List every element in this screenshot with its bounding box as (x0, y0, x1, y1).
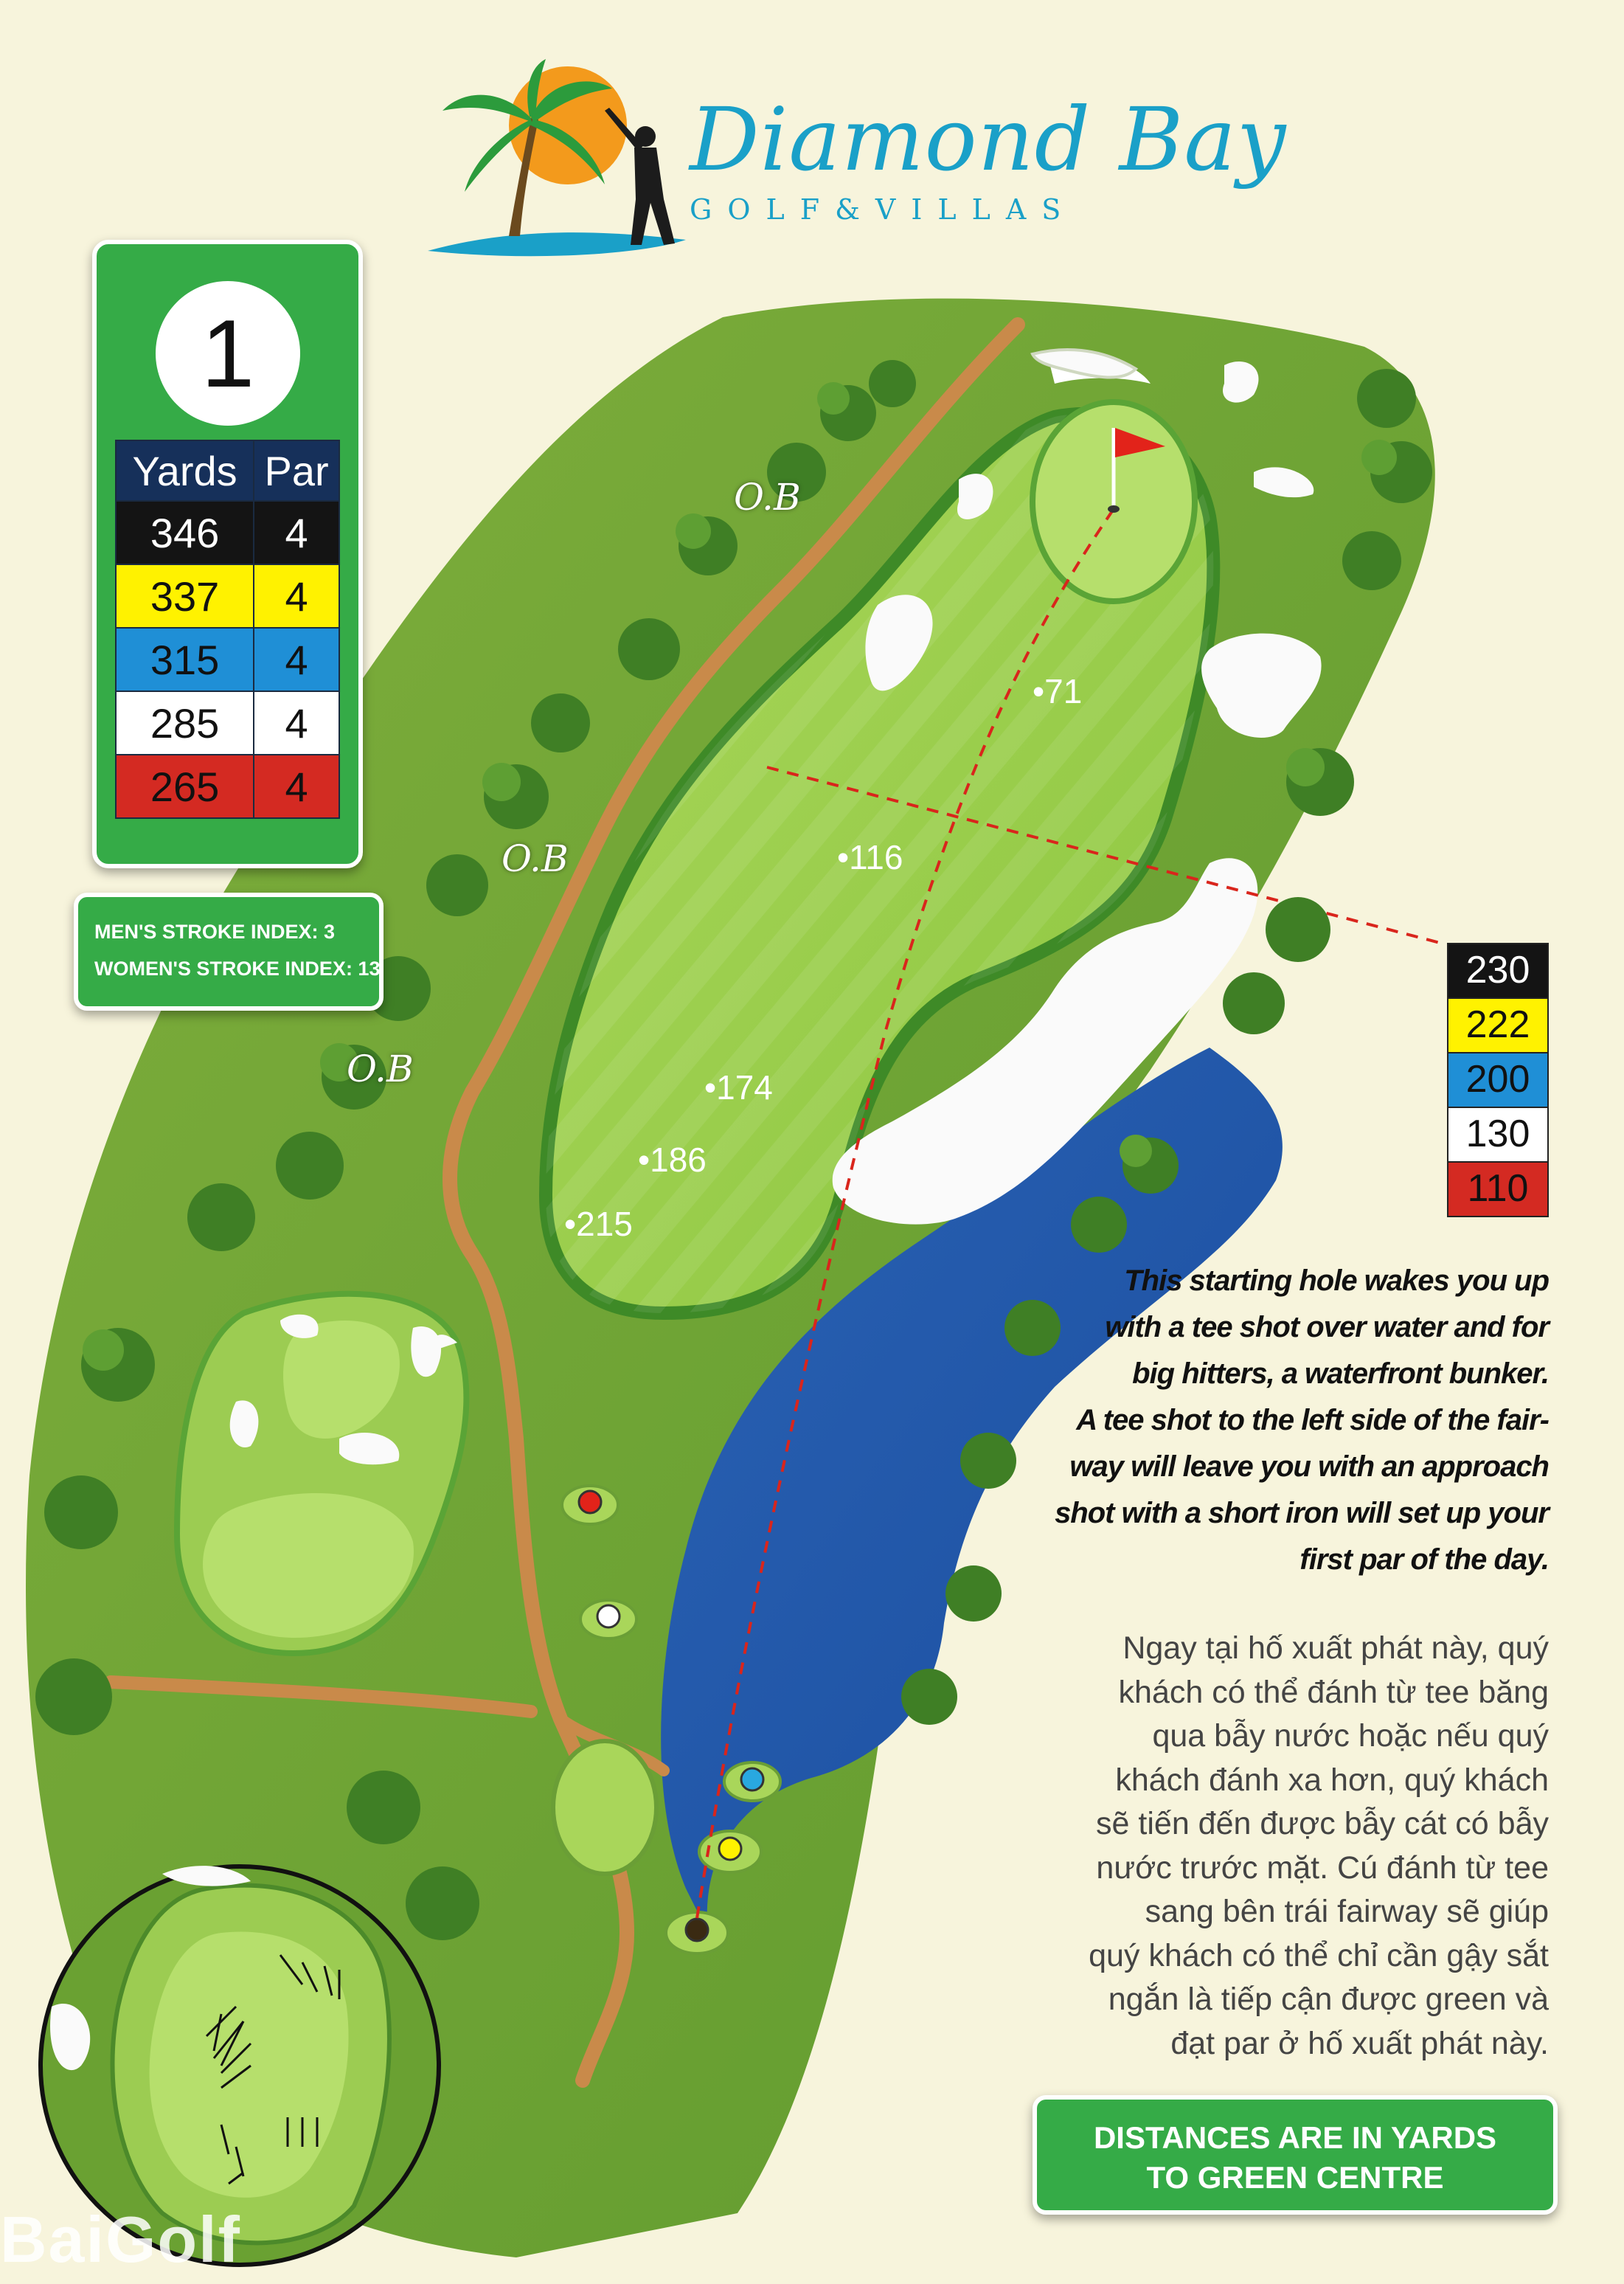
table-row (116, 691, 339, 755)
distance-marker: •215 (564, 1205, 633, 1243)
tee-marker-white (597, 1605, 620, 1627)
par-red: 4 (254, 755, 339, 818)
side-yardage-blue: 200 (1447, 1052, 1549, 1108)
par-black: 4 (254, 501, 339, 564)
yards-white: 285 (116, 691, 254, 755)
tee-marker-yellow (719, 1838, 741, 1860)
side-yardage-black: 230 (1447, 943, 1549, 999)
table-header-yards: Yards (116, 440, 254, 501)
table-row (116, 501, 339, 564)
yards-black: 346 (116, 501, 254, 564)
tee-marker-blue (741, 1768, 763, 1790)
hole-description-en: This starting hole wakes you up with a tee shot over water and for big hitters, a waterfront bunker. A tee shot to the left side of the fair- way will leave you with an approach shot with a short iron will set up your first par of the day. (1055, 1264, 1549, 1576)
small-green (553, 1741, 656, 1874)
yards-red: 265 (116, 755, 254, 818)
table-header-par: Par (254, 440, 339, 501)
side-yardage-list (1447, 944, 1549, 1217)
yardage-table (115, 440, 340, 819)
par-yellow: 4 (254, 564, 339, 628)
hole-number: 1 (156, 281, 300, 426)
tee-marker-red (579, 1491, 601, 1513)
stroke-index-box (74, 893, 384, 1011)
yards-yellow: 337 (116, 564, 254, 628)
side-yardage-yellow: 222 (1447, 997, 1549, 1053)
par-blue: 4 (254, 628, 339, 691)
distance-marker: •186 (638, 1141, 707, 1179)
side-yardage-white: 130 (1447, 1107, 1549, 1163)
table-row (116, 628, 339, 691)
hole-card (92, 240, 363, 868)
table-row (116, 564, 339, 628)
brand-subtitle: GOLF&VILLAS (690, 193, 1077, 226)
mens-stroke-index: MEN'S STROKE INDEX: 3 (94, 921, 335, 943)
wave-icon (428, 232, 686, 256)
ob-label: O.B (347, 1048, 414, 1090)
tee-marker-black (686, 1919, 708, 1941)
ob-label: O.B (734, 476, 801, 519)
watermark: BaiGolf (0, 2203, 241, 2276)
womens-stroke-index: WOMEN'S STROKE INDEX: 13 (94, 958, 381, 980)
distances-note: DISTANCES ARE IN YARDS TO GREEN CENTRE (1033, 2095, 1558, 2215)
distance-marker: •116 (837, 838, 903, 876)
distance-marker: •174 (704, 1068, 773, 1107)
hole-description-vi: Ngay tại hố xuất phát này, quý khách có thể đánh từ tee băng qua bẫy nước hoặc nếu quý khách đánh xa hơn, quý khách sẽ tiến đến được bẫy cát có bẫy nước trước mặt. Cú đánh từ tee sang bên trái fairway sẽ giúp quý khách có thể chỉ cần gậy sắt ngắn là tiếp cận được green và đạt par ở hố xuất phát này. (1089, 1630, 1549, 2061)
distance-marker: •71 (1033, 672, 1083, 710)
table-row (116, 755, 339, 818)
par-white: 4 (254, 691, 339, 755)
ob-label: O.B (502, 837, 569, 880)
yards-blue: 315 (116, 628, 254, 691)
brand-name: Diamond Bay (690, 89, 1287, 190)
side-yardage-red: 110 (1447, 1161, 1549, 1217)
